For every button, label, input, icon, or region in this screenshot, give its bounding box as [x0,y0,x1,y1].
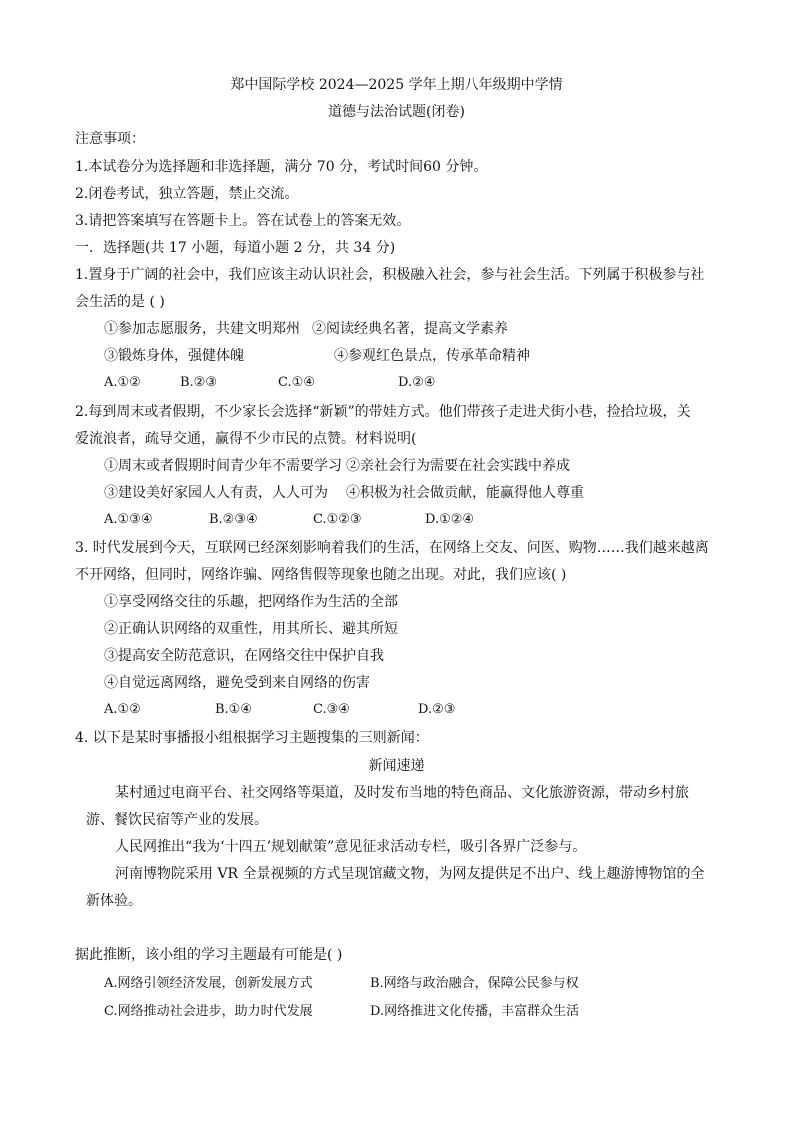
statement: ③锻炼身体，强健体魄 [104,348,244,364]
question-stem: 2.每到周末或者假期，不少家长会选择“新颖”的带娃方式。他们带孩子走进犬街小巷，捡拾垃圾，关 [75,404,691,420]
statement: ③建设美好家园人人有责，人人可为 [104,485,328,501]
statement: ②阅读经典名著，提高文学素养 [312,321,508,337]
notes-item: 2.闭卷考试，独立答题，禁止交流。 [75,186,299,202]
exam-subtitle: 道德与法治试题(闭卷) [328,104,465,120]
statement: ①参加志愿服务，共建文明郑州 [104,321,300,337]
news-item: 游、餐饮民宿等产业的发展。 [86,812,268,828]
question-stem: 不开网络，但同时，网络诈骗、网络售假等现象也随之出现。对此，我们应该( ) [75,567,567,583]
option-a: A.网络引领经济发展，创新发展方式 [104,976,313,991]
statement: ④积极为社会做贡献，能赢得他人尊重 [346,485,584,501]
exam-title: 郑中国际学校 2024—2025 学年上期八年级期中学情 [230,77,563,93]
statement: ④自觉远离网络，避免受到来自网络的伤害 [104,675,370,691]
option-c: C.①②③ [313,512,362,527]
option-b: B.①④ [215,702,252,717]
notes-item: 3.请把答案填写在答题卡上。答在试卷上的答案无效。 [75,213,411,229]
news-item: 新体验。 [86,893,142,909]
option-b: B.②③ [180,375,217,390]
news-item: 某村通过电商平台、社交网络等渠道，及时发布当地的特色商品、文化旅游资源，带动乡村旅 [115,785,689,801]
news-item: 河南博物院采用 VR 全景视频的方式呈现馆藏文物，为网友提供足不出户、线上趣游博物馆的全 [115,866,705,882]
news-item: 人民网推出“我为‘十四五’规划献策”意见征求活动专栏，吸引各界广泛参与。 [115,839,587,855]
option-d: D.网络推进文化传播，丰富群众生活 [370,1004,580,1019]
option-a: A.①② [104,702,141,717]
option-d: D.②③ [418,702,456,717]
question-stem: 据此推断，该小组的学习主题最有可能是( ) [75,947,343,963]
question-stem: 爱流浪者，疏导交通，赢得不少市民的点赞。材料说明( [75,431,417,447]
option-a: A.①② [104,375,141,390]
option-c: C.网络推动社会进步，助力时代发展 [104,1004,313,1019]
notes-heading: 注意事项： [75,131,145,147]
statement: ①周末或者假期时间青少年不需要学习 [104,458,342,474]
option-a: A.①③④ [104,512,153,527]
news-title: 新闻速递 [368,758,425,774]
option-d: D.①②④ [425,512,475,527]
notes-item: 1.本试卷分为选择题和非选择题，满分 70 分，考试时间60 分钟。 [75,159,488,175]
statement: ①享受网络交往的乐趣，把网络作为生活的全部 [104,594,398,610]
question-stem: 3. 时代发展到今天，互联网已经深刻影响着我们的生活，在网络上交友、问医、购物……我们越来越离 [75,540,709,556]
option-d: D.②④ [398,375,436,390]
question-stem: 会生活的是 ( ) [75,294,165,310]
option-c: C.③④ [313,702,350,717]
statement: ③提高安全防范意识，在网络交往中保护自我 [104,648,384,664]
statement: ④参观红色景点，传承革命精神 [334,348,530,364]
option-b: B.网络与政治融合，保障公民参与权 [370,976,579,991]
option-c: C.①④ [278,375,315,390]
question-stem: 4. 以下是某时事播报小组根据学习主题搜集的三则新闻： [75,730,429,746]
statement: ②正确认识网络的双重性，用其所长、避其所短 [104,621,398,637]
statement: ②亲社会行为需要在社会实践中养成 [346,458,570,474]
question-stem: 1.置身于广阔的社会中，我们应该主动认识社会，积极融入社会，参与社会生活。下列属于积极参与社 [75,267,705,283]
option-b: B.②③④ [209,512,258,527]
section-heading: 一．选择题(共 17 小题，每道小题 2 分，共 34 分) [75,240,396,256]
